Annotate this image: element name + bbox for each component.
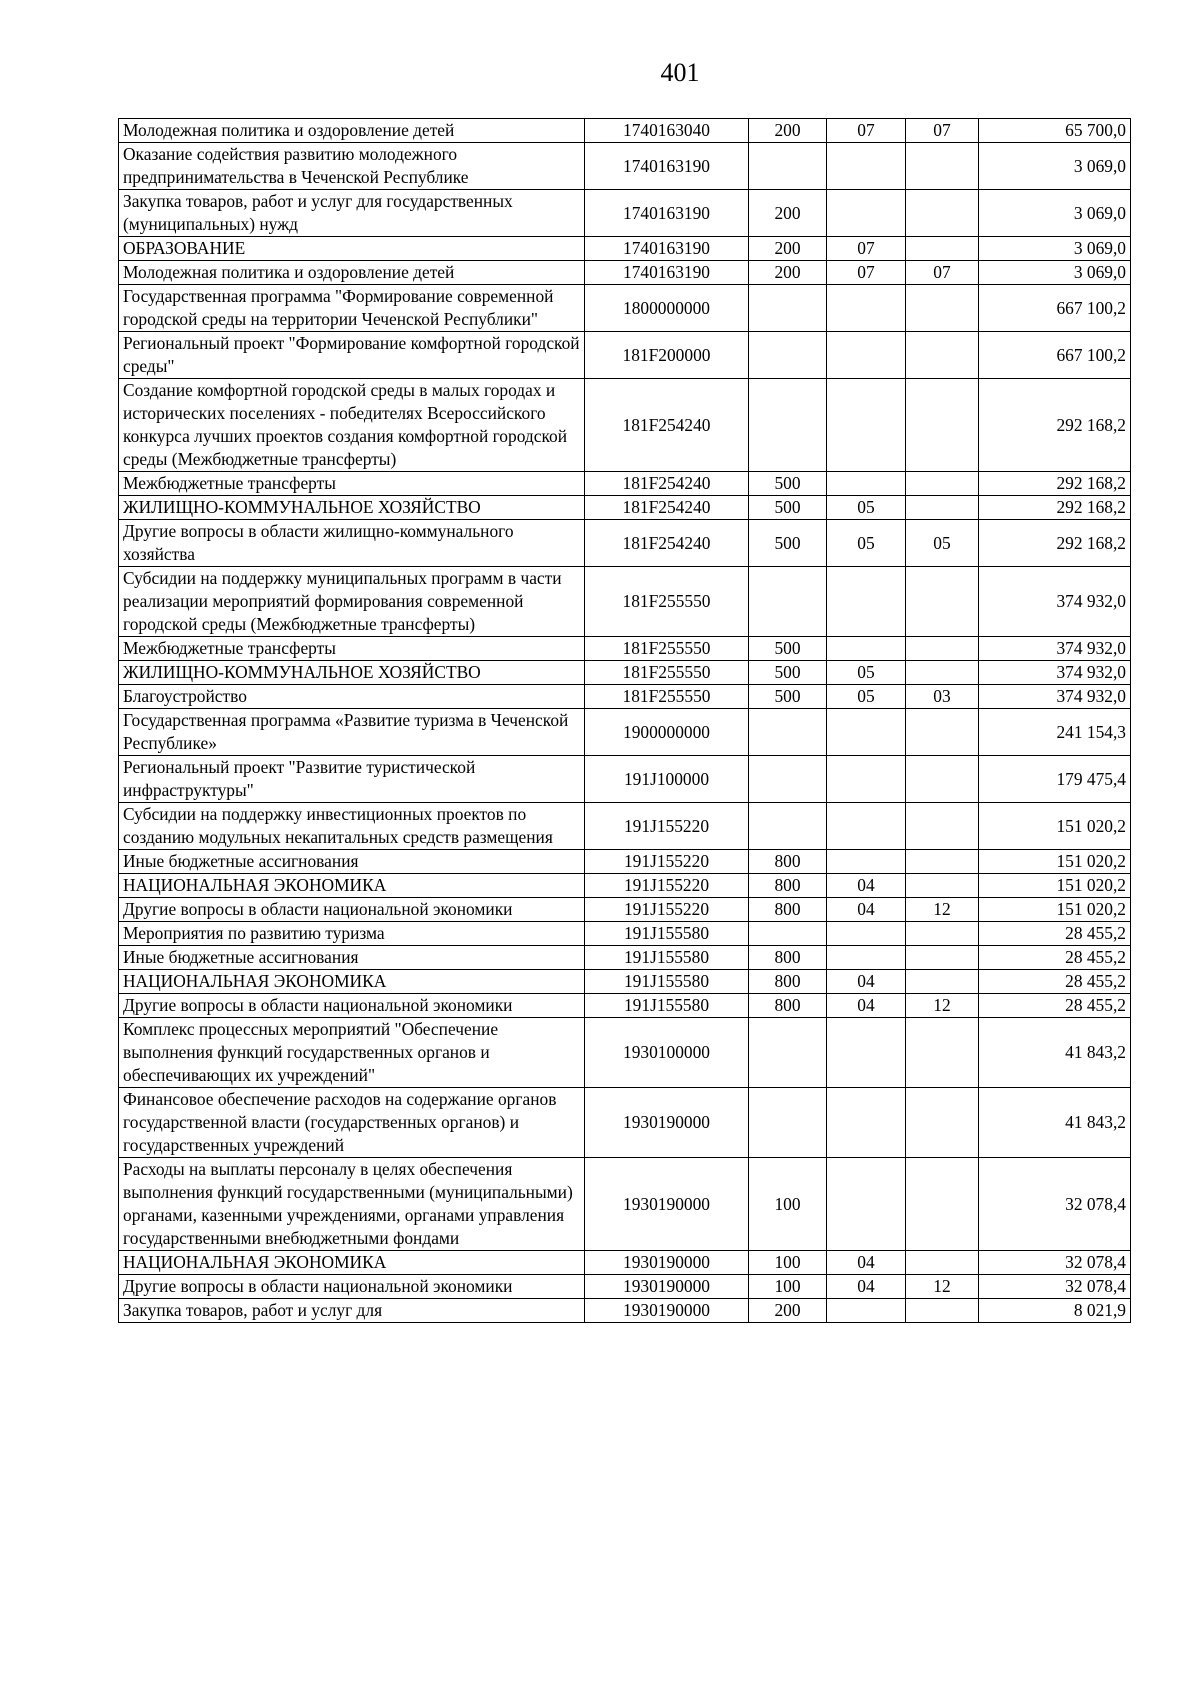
amount-cell: 32 078,4 xyxy=(979,1275,1131,1299)
item-name-cell: Другие вопросы в области жилищно-коммунального хозяйства xyxy=(119,520,585,567)
amount-cell: 179 475,4 xyxy=(979,756,1131,803)
item-name-cell: НАЦИОНАЛЬНАЯ ЭКОНОМИКА xyxy=(119,970,585,994)
item-name-cell: ЖИЛИЩНО-КОММУНАЛЬНОЕ ХОЗЯЙСТВО xyxy=(119,496,585,520)
expense-type-cell xyxy=(749,379,827,472)
section-cell xyxy=(827,637,906,661)
subsection-cell xyxy=(906,709,979,756)
item-name-cell: Государственная программа «Развитие туризма в Чеченской Республике» xyxy=(119,709,585,756)
subsection-cell xyxy=(906,1158,979,1251)
amount-cell: 8 021,9 xyxy=(979,1299,1131,1323)
subsection-cell: 07 xyxy=(906,119,979,143)
amount-cell: 374 932,0 xyxy=(979,567,1131,637)
expense-type-cell xyxy=(749,567,827,637)
table-row xyxy=(119,994,1131,1018)
table-row xyxy=(119,1018,1131,1088)
item-name-cell: ЖИЛИЩНО-КОММУНАЛЬНОЕ ХОЗЯЙСТВО xyxy=(119,661,585,685)
subsection-cell xyxy=(906,143,979,190)
section-cell: 04 xyxy=(827,898,906,922)
amount-cell: 28 455,2 xyxy=(979,922,1131,946)
amount-cell: 65 700,0 xyxy=(979,119,1131,143)
item-name-cell: Региональный проект "Формирование комфортной городской среды" xyxy=(119,332,585,379)
target-code-cell: 1930190000 xyxy=(585,1275,749,1299)
expense-type-cell: 200 xyxy=(749,119,827,143)
table-row xyxy=(119,874,1131,898)
amount-cell: 374 932,0 xyxy=(979,661,1131,685)
amount-cell: 151 020,2 xyxy=(979,850,1131,874)
target-code-cell: 191J155580 xyxy=(585,922,749,946)
amount-cell: 292 168,2 xyxy=(979,379,1131,472)
target-code-cell: 191J155220 xyxy=(585,803,749,850)
subsection-cell xyxy=(906,1018,979,1088)
amount-cell: 32 078,4 xyxy=(979,1158,1131,1251)
expense-type-cell: 200 xyxy=(749,1299,827,1323)
amount-cell: 28 455,2 xyxy=(979,970,1131,994)
table-row xyxy=(119,567,1131,637)
table-row xyxy=(119,637,1131,661)
expense-type-cell xyxy=(749,143,827,190)
subsection-cell: 05 xyxy=(906,520,979,567)
section-cell: 04 xyxy=(827,1275,906,1299)
section-cell xyxy=(827,1018,906,1088)
expense-type-cell xyxy=(749,803,827,850)
item-name-cell: Комплекс процессных мероприятий "Обеспечение выполнения функций государственных органов и обеспечивающих их учреждений" xyxy=(119,1018,585,1088)
section-cell: 04 xyxy=(827,970,906,994)
section-cell: 07 xyxy=(827,119,906,143)
item-name-cell: Другие вопросы в области национальной экономики xyxy=(119,1275,585,1299)
table-row xyxy=(119,190,1131,237)
section-cell: 05 xyxy=(827,496,906,520)
budget-table xyxy=(118,118,1131,1323)
item-name-cell: НАЦИОНАЛЬНАЯ ЭКОНОМИКА xyxy=(119,1251,585,1275)
page-number: 401 xyxy=(660,58,700,87)
expense-type-cell: 800 xyxy=(749,898,827,922)
subsection-cell xyxy=(906,946,979,970)
subsection-cell xyxy=(906,190,979,237)
target-code-cell: 1900000000 xyxy=(585,709,749,756)
section-cell xyxy=(827,285,906,332)
item-name-cell: Закупка товаров, работ и услуг для государственных (муниципальных) нужд xyxy=(119,190,585,237)
section-cell: 04 xyxy=(827,1251,906,1275)
budget-table-body xyxy=(119,119,1131,1323)
amount-cell: 374 932,0 xyxy=(979,637,1131,661)
expense-type-cell: 500 xyxy=(749,472,827,496)
target-code-cell: 181F254240 xyxy=(585,379,749,472)
target-code-cell: 1800000000 xyxy=(585,285,749,332)
amount-cell: 3 069,0 xyxy=(979,190,1131,237)
table-row xyxy=(119,1275,1131,1299)
target-code-cell: 1930190000 xyxy=(585,1088,749,1158)
expense-type-cell xyxy=(749,285,827,332)
subsection-cell xyxy=(906,1251,979,1275)
subsection-cell xyxy=(906,1088,979,1158)
amount-cell: 32 078,4 xyxy=(979,1251,1131,1275)
section-cell xyxy=(827,1299,906,1323)
target-code-cell: 191J155580 xyxy=(585,970,749,994)
section-cell xyxy=(827,756,906,803)
table-row xyxy=(119,496,1131,520)
amount-cell: 3 069,0 xyxy=(979,261,1131,285)
expense-type-cell: 500 xyxy=(749,637,827,661)
table-row xyxy=(119,709,1131,756)
section-cell: 04 xyxy=(827,874,906,898)
table-row xyxy=(119,1299,1131,1323)
table-row xyxy=(119,520,1131,567)
subsection-cell: 03 xyxy=(906,685,979,709)
section-cell: 05 xyxy=(827,520,906,567)
target-code-cell: 191J155220 xyxy=(585,898,749,922)
target-code-cell: 1740163190 xyxy=(585,143,749,190)
expense-type-cell: 200 xyxy=(749,261,827,285)
table-row xyxy=(119,1158,1131,1251)
subsection-cell xyxy=(906,332,979,379)
amount-cell: 41 843,2 xyxy=(979,1018,1131,1088)
section-cell: 05 xyxy=(827,661,906,685)
item-name-cell: Региональный проект "Развитие туристической инфраструктуры" xyxy=(119,756,585,803)
amount-cell: 241 154,3 xyxy=(979,709,1131,756)
section-cell xyxy=(827,1088,906,1158)
target-code-cell: 191J100000 xyxy=(585,756,749,803)
amount-cell: 151 020,2 xyxy=(979,874,1131,898)
expense-type-cell: 100 xyxy=(749,1251,827,1275)
expense-type-cell: 200 xyxy=(749,190,827,237)
amount-cell: 151 020,2 xyxy=(979,803,1131,850)
section-cell xyxy=(827,332,906,379)
subsection-cell xyxy=(906,379,979,472)
target-code-cell: 1930190000 xyxy=(585,1158,749,1251)
subsection-cell xyxy=(906,1299,979,1323)
expense-type-cell: 800 xyxy=(749,946,827,970)
subsection-cell xyxy=(906,850,979,874)
section-cell xyxy=(827,709,906,756)
table-row xyxy=(119,803,1131,850)
target-code-cell: 1740163190 xyxy=(585,190,749,237)
item-name-cell: Иные бюджетные ассигнования xyxy=(119,946,585,970)
expense-type-cell: 800 xyxy=(749,970,827,994)
item-name-cell: Другие вопросы в области национальной экономики xyxy=(119,994,585,1018)
item-name-cell: НАЦИОНАЛЬНАЯ ЭКОНОМИКА xyxy=(119,874,585,898)
amount-cell: 41 843,2 xyxy=(979,1088,1131,1158)
section-cell xyxy=(827,143,906,190)
amount-cell: 3 069,0 xyxy=(979,143,1131,190)
table-row xyxy=(119,332,1131,379)
item-name-cell: Межбюджетные трансферты xyxy=(119,637,585,661)
table-row xyxy=(119,261,1131,285)
item-name-cell: Межбюджетные трансферты xyxy=(119,472,585,496)
section-cell: 04 xyxy=(827,994,906,1018)
expense-type-cell: 800 xyxy=(749,850,827,874)
target-code-cell: 181F254240 xyxy=(585,520,749,567)
target-code-cell: 181F255550 xyxy=(585,567,749,637)
expense-type-cell: 500 xyxy=(749,661,827,685)
subsection-cell xyxy=(906,285,979,332)
table-row xyxy=(119,850,1131,874)
item-name-cell: Создание комфортной городской среды в малых городах и исторических поселениях - победителях Всероссийского конкурса лучших проектов создания комфортной городской среды (Межбюджетные трансферты) xyxy=(119,379,585,472)
item-name-cell: Иные бюджетные ассигнования xyxy=(119,850,585,874)
item-name-cell: ОБРАЗОВАНИЕ xyxy=(119,237,585,261)
section-cell xyxy=(827,379,906,472)
item-name-cell: Государственная программа "Формирование современной городской среды на территории Чеченской Республики" xyxy=(119,285,585,332)
section-cell xyxy=(827,472,906,496)
subsection-cell xyxy=(906,756,979,803)
expense-type-cell xyxy=(749,332,827,379)
section-cell: 07 xyxy=(827,237,906,261)
table-row xyxy=(119,922,1131,946)
table-row xyxy=(119,143,1131,190)
subsection-cell: 12 xyxy=(906,898,979,922)
subsection-cell: 07 xyxy=(906,261,979,285)
subsection-cell xyxy=(906,496,979,520)
expense-type-cell: 200 xyxy=(749,237,827,261)
expense-type-cell xyxy=(749,1018,827,1088)
expense-type-cell: 800 xyxy=(749,874,827,898)
amount-cell: 28 455,2 xyxy=(979,946,1131,970)
subsection-cell xyxy=(906,472,979,496)
expense-type-cell xyxy=(749,709,827,756)
target-code-cell: 181F254240 xyxy=(585,496,749,520)
subsection-cell: 12 xyxy=(906,1275,979,1299)
item-name-cell: Мероприятия по развитию туризма xyxy=(119,922,585,946)
section-cell xyxy=(827,850,906,874)
amount-cell: 667 100,2 xyxy=(979,285,1131,332)
subsection-cell xyxy=(906,922,979,946)
item-name-cell: Расходы на выплаты персоналу в целях обеспечения выполнения функций государственными (муниципальными) органами, казенными учреждениями, органами управления государственными внебюджетными фондами xyxy=(119,1158,585,1251)
target-code-cell: 1740163040 xyxy=(585,119,749,143)
item-name-cell: Финансовое обеспечение расходов на содержание органов государственной власти (государственных органов) и государственных учреждений xyxy=(119,1088,585,1158)
item-name-cell: Оказание содействия развитию молодежного предпринимательства в Чеченской Республике xyxy=(119,143,585,190)
target-code-cell: 181F200000 xyxy=(585,332,749,379)
table-row xyxy=(119,946,1131,970)
section-cell: 07 xyxy=(827,261,906,285)
amount-cell: 374 932,0 xyxy=(979,685,1131,709)
target-code-cell: 181F255550 xyxy=(585,685,749,709)
section-cell xyxy=(827,922,906,946)
table-row xyxy=(119,379,1131,472)
table-row xyxy=(119,685,1131,709)
amount-cell: 292 168,2 xyxy=(979,496,1131,520)
item-name-cell: Благоустройство xyxy=(119,685,585,709)
subsection-cell: 12 xyxy=(906,994,979,1018)
item-name-cell: Молодежная политика и оздоровление детей xyxy=(119,261,585,285)
target-code-cell: 1930100000 xyxy=(585,1018,749,1088)
target-code-cell: 1930190000 xyxy=(585,1299,749,1323)
target-code-cell: 1740163190 xyxy=(585,261,749,285)
section-cell xyxy=(827,567,906,637)
target-code-cell: 181F255550 xyxy=(585,661,749,685)
expense-type-cell: 100 xyxy=(749,1158,827,1251)
expense-type-cell: 500 xyxy=(749,520,827,567)
table-row xyxy=(119,472,1131,496)
table-row xyxy=(119,119,1131,143)
subsection-cell xyxy=(906,237,979,261)
target-code-cell: 181F255550 xyxy=(585,637,749,661)
amount-cell: 292 168,2 xyxy=(979,520,1131,567)
subsection-cell xyxy=(906,803,979,850)
target-code-cell: 1930190000 xyxy=(585,1251,749,1275)
expense-type-cell: 500 xyxy=(749,685,827,709)
table-row xyxy=(119,970,1131,994)
subsection-cell xyxy=(906,970,979,994)
table-row xyxy=(119,661,1131,685)
table-row xyxy=(119,1251,1131,1275)
item-name-cell: Другие вопросы в области национальной экономики xyxy=(119,898,585,922)
item-name-cell: Молодежная политика и оздоровление детей xyxy=(119,119,585,143)
subsection-cell xyxy=(906,567,979,637)
expense-type-cell xyxy=(749,922,827,946)
section-cell xyxy=(827,803,906,850)
section-cell: 05 xyxy=(827,685,906,709)
item-name-cell: Закупка товаров, работ и услуг для xyxy=(119,1299,585,1323)
table-row xyxy=(119,756,1131,803)
amount-cell: 667 100,2 xyxy=(979,332,1131,379)
target-code-cell: 1740163190 xyxy=(585,237,749,261)
amount-cell: 151 020,2 xyxy=(979,898,1131,922)
target-code-cell: 191J155220 xyxy=(585,850,749,874)
subsection-cell xyxy=(906,874,979,898)
table-row xyxy=(119,285,1131,332)
table-row xyxy=(119,237,1131,261)
expense-type-cell xyxy=(749,756,827,803)
section-cell xyxy=(827,946,906,970)
expense-type-cell: 500 xyxy=(749,496,827,520)
expense-type-cell: 800 xyxy=(749,994,827,1018)
target-code-cell: 181F254240 xyxy=(585,472,749,496)
item-name-cell: Субсидии на поддержку инвестиционных проектов по созданию модульных некапитальных средств размещения xyxy=(119,803,585,850)
item-name-cell: Субсидии на поддержку муниципальных программ в части реализации мероприятий формирования современной городской среды (Межбюджетные трансферты) xyxy=(119,567,585,637)
subsection-cell xyxy=(906,637,979,661)
target-code-cell: 191J155220 xyxy=(585,874,749,898)
table-row xyxy=(119,898,1131,922)
amount-cell: 292 168,2 xyxy=(979,472,1131,496)
table-row xyxy=(119,1088,1131,1158)
subsection-cell xyxy=(906,661,979,685)
amount-cell: 3 069,0 xyxy=(979,237,1131,261)
target-code-cell: 191J155580 xyxy=(585,946,749,970)
amount-cell: 28 455,2 xyxy=(979,994,1131,1018)
target-code-cell: 191J155580 xyxy=(585,994,749,1018)
section-cell xyxy=(827,190,906,237)
expense-type-cell xyxy=(749,1088,827,1158)
expense-type-cell: 100 xyxy=(749,1275,827,1299)
section-cell xyxy=(827,1158,906,1251)
